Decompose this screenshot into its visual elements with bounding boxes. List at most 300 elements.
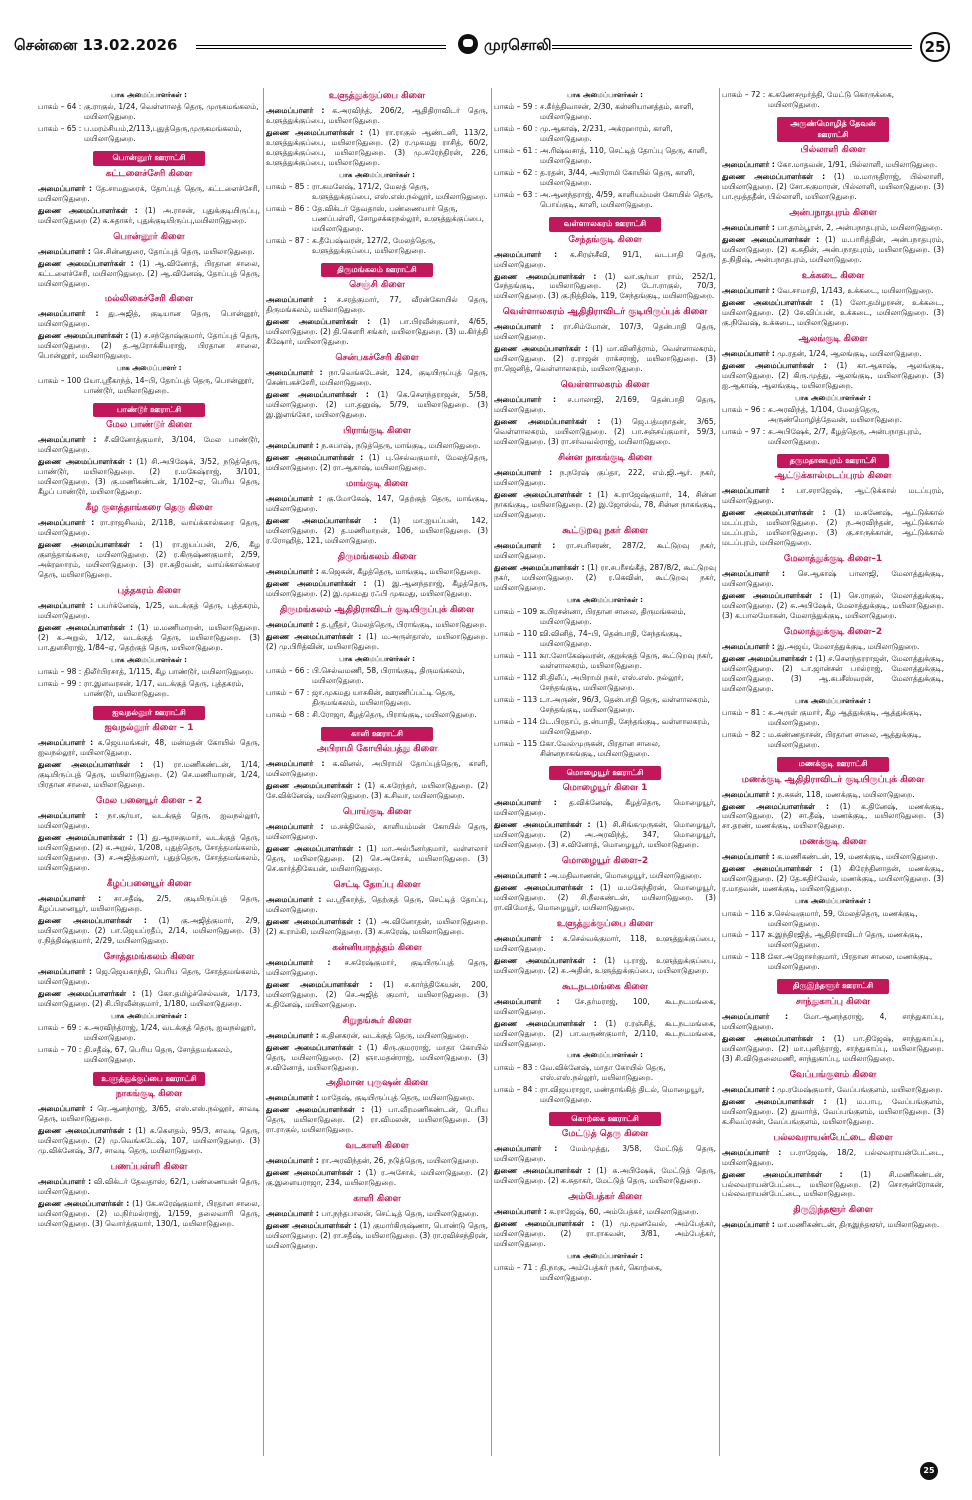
appointee-entry — [494, 563, 716, 593]
role-label: துணை அமைப்பாளர்கள் : — [494, 417, 601, 427]
branch-block — [38, 879, 260, 946]
role-label: அமைப்பாளர் : — [38, 1177, 92, 1187]
role-label: துணை அமைப்பாளர்கள் : — [494, 882, 594, 892]
branch-title: வெள்ளாலகரம் கிளை — [560, 380, 650, 391]
role-label: அமைப்பாளர் : — [722, 1011, 789, 1021]
appointee-entry — [38, 331, 260, 361]
branch-block — [722, 554, 944, 621]
appointee-details: (1) பா.திஜேஷ், சாந்துகாப்பு, மயிலாடுதுறை. (2) மா.புனித்ராஜ், சாந்துகாப்பு, மயிலாடுதுறை. (3) சி.விடுதலைமணி, சாந்துகாப்பு, மயிலாடுதுறை. — [722, 1033, 944, 1063]
role-label: துணை அமைப்பாளர்கள் : — [722, 1096, 827, 1106]
booth-number: பாகம் – 81 : — [722, 708, 766, 718]
branch-title: பணப்பள்ளி கிளை — [110, 1162, 188, 1173]
appointee-details: ச.சரத்குமார், 77, வீரன்கோயில் தெரு, திருமங்கலம், மயிலாடுதுறை. — [266, 295, 488, 315]
role-label: அமைப்பாளர் : — [266, 1030, 319, 1040]
appointee-details: ஜெ.ஜெயகாந்தி, பெரிய தெரு, சோத்தமங்கலம், மயிலாடுதுறை. — [38, 966, 260, 986]
appointee-entry — [266, 1209, 488, 1219]
appointee-entry — [266, 958, 488, 978]
booth-organiser: அ.ஆனந்தராஜ், 4/59, காளியம்மன் கோயில் தெரு, பொய்குடி, காளி, மயிலாடுதுறை. — [540, 190, 714, 210]
appointee-entry — [266, 980, 488, 1010]
role-label: அமைப்பாளர் : — [494, 798, 557, 808]
branch-title: மல்லிகைச்சேரி கிளை — [104, 294, 194, 305]
appointee-entry — [38, 518, 260, 538]
branch-title: கூட்டுறவு நகர் கிளை — [562, 525, 648, 536]
branch-block — [494, 919, 716, 976]
appointee-entry — [722, 864, 944, 894]
appointee-entry — [494, 1166, 716, 1186]
branch-title: மணக்குடி ஆதிதிராவிடர் குடியிருப்புக் கிளை — [741, 774, 925, 785]
booth-number: பாகம் – 72 : — [722, 90, 766, 99]
role-label: அமைப்பாளர் : — [494, 870, 547, 880]
booth-organiser: ரா.கமலேஷ், 171/2, மேலத் தெரு, உளுத்துக்குப்பை, எஸ்.எஸ்.நல்லூர், மயிலாடுதுறை. — [312, 182, 488, 202]
booth-organiser: கு.ராகுல், 1/24, வெள்ளாலத் தெரு, முருகமங்கலம், மயிலாடுதுறை. — [84, 102, 259, 122]
appointee-details: (1) பு.செல்வகுமார், மேலத்தெரு, மயிலாடுதுறை. (2) ரா.ஆகாஷ், மயிலாடுதுறை. — [266, 453, 488, 473]
branch-block — [38, 586, 260, 699]
branch-block — [494, 982, 716, 1105]
appointee-entry — [722, 569, 944, 589]
booth-organiser: திலீர்பிரசாத், 1/115, கீழ பாண்டூர், மயிலாடுதுறை. — [84, 666, 254, 676]
branch-block — [266, 552, 488, 599]
booth-number: பாகம் – 98 : — [38, 666, 82, 676]
branch-title: மேல பாண்டூர் கிளை — [106, 420, 192, 431]
role-label: துணை அமைப்பாளர்கள் : — [266, 127, 363, 137]
appointee-details: ரெ.ஆனந்ராஜ், 3/65, எஸ்.எஸ்.நல்லூர், சாவடி தெரு, மயிலாடுதுறை. — [38, 1104, 260, 1124]
edition-date: சென்னை 13.02.2026 — [14, 36, 178, 54]
branch-title: ஆட்டுக்கால்மடப்புரம் கிளை — [774, 471, 892, 482]
role-label: துணை அமைப்பாளர்கள் : — [722, 801, 829, 811]
appointee-details: (1) இ.ஆனந்தராஜ், கீழத்தெரு, மயிலாடுதுறை. (2) இ.முகமது ரஃபி முகமது, மயிலாடுதுறை. — [266, 578, 488, 598]
branch-block — [266, 1016, 488, 1073]
branch-block — [38, 706, 260, 790]
appointee-details: த.ஸ்ரீதர், மேலத்தெரு, பிராங்குடி, மயிலாடுதுறை. — [318, 619, 487, 629]
booth-organiser: த.ரதன், 3/44, அபிராமி கோயில் தெரு, காளி, மயிலாடுதுறை. — [540, 168, 695, 188]
appointee-details: பா.சராஜேஷ், ஆட்டுக்கால் மடப்புரம், மயிலாடுதுறை. — [722, 486, 944, 506]
role-label: அமைப்பாளர் : — [722, 348, 775, 358]
appointee-entry — [266, 1093, 488, 1103]
role-label: அமைப்பாளர் : — [266, 1209, 319, 1219]
booth-number: பாகம் – 116 : — [722, 908, 771, 918]
appointee-details: ந.நரேஷ் குப்தா, 222, எம்.ஜி.ஆர். நகர், மயிலாடுதுறை. — [494, 468, 716, 487]
role-label: துணை அமைப்பாளர்கள் : — [38, 1199, 130, 1209]
appointee-details: மாதேஷ், குடியிருப்புத் தெரு, மயிலாடுதுறை. — [318, 1093, 475, 1103]
booth-row — [38, 124, 260, 144]
booth-number: பாகம் – 114 : — [494, 716, 543, 726]
appointee-details: செ.ஆகாஷ் பாலாஜி, மேலாத்துக்குடி, மயிலாடுதுறை. — [722, 569, 944, 589]
column-2 — [266, 88, 488, 1456]
role-label: அமைப்பாளர் : — [266, 894, 322, 904]
appointee-entry — [38, 184, 260, 204]
column-3 — [494, 88, 716, 1456]
role-label: அமைப்பாளர் : — [266, 368, 323, 378]
booth-organiser: யோ.ஸ்ரீகாந்த், 14–பி, தோப்புத் தெரு, பொன்னூர், பாண்டூர், மயிலாடுதுறை. — [84, 375, 255, 395]
appointee-entry — [266, 620, 488, 630]
branch-block — [266, 263, 488, 347]
role-label: துணை அமைப்பாளர்கள் : — [722, 653, 813, 663]
booth-number: பாகம் – 82 : — [722, 730, 766, 739]
appointee-entry — [38, 894, 260, 914]
branch-block — [494, 217, 716, 301]
appointee-details: (1) ம.பாரித்தின், அன்பநாதபுரம், மயிலாடுதுறை. (2) க.கதின், அன்பநாதபுரம், மயிலாடுதுறை. (3) த.நிதிஷ், அன்பநாதபுரம், மயிலாடுதுறை. — [722, 234, 944, 264]
branch-title: வேப்பங்குளம் கிளை — [789, 1069, 877, 1080]
appointee-details: (1) சி.மணிகண்டன், பல்லவராயன்பேட்டை, மயிலாடுதுறை. (2) சொரூன்ரோகன், பல்லவராயன்பேட்டை, மயிலாடுதுறை. — [722, 1169, 944, 1199]
appointee-entry — [38, 601, 260, 621]
role-label: துணை அமைப்பாளர்கள் : — [722, 172, 826, 182]
branch-block — [494, 380, 716, 447]
booth-number: பாகம் – 96 : — [722, 404, 766, 414]
booth-number: பாகம் – 97 : — [722, 426, 766, 436]
branch-title: மேல பனையூர் கிளை – 2 — [96, 796, 202, 807]
appointee-entry — [38, 1126, 260, 1156]
branch-title: பொய்குடி கிளை — [342, 807, 412, 818]
booth-organisers-heading: பாக அமைப்பாளர்கள் : — [567, 91, 643, 99]
appointee-entry — [266, 494, 488, 514]
role-label: துணை அமைப்பாளர்கள் : — [494, 344, 588, 354]
role-label: அமைப்பாளர் : — [38, 309, 99, 319]
branch-title: திருமங்கலம் ஆதிதிராவிடர் குடியிருப்புக் கிளை — [279, 604, 475, 615]
branch-block — [38, 796, 260, 873]
branch-title: கன்னியாநத்தம் கிளை — [332, 942, 422, 953]
booth-organiser: சு.அபிஷேக், 2/7, கீழத்தெரு, அன்பநாதபுரம், மயிலாடுதுறை. — [768, 426, 922, 446]
role-label: துணை அமைப்பாளர்கள் : — [266, 1105, 365, 1115]
branch-block — [38, 91, 260, 144]
appointee-entry — [722, 591, 944, 621]
branch-title: மேலாத்துக்குடி கிளை–1 — [783, 554, 883, 565]
role-label: துணை அமைப்பாளர்கள் : — [38, 205, 138, 215]
role-label: அமைப்பாளர் : — [38, 183, 93, 193]
appointee-entry — [38, 259, 260, 289]
branch-title: கட்டளைச்சேரி கிளை — [105, 168, 193, 179]
role-label: துணை அமைப்பாளர்கள் : — [722, 360, 827, 370]
appointee-details: க.தினகரன், வடக்குத் தெரு, மயிலாடுதுறை. — [318, 1030, 469, 1040]
branch-block — [266, 1141, 488, 1188]
branch-title: சென்பகச்சேரி கிளை — [335, 353, 419, 364]
appointee-entry — [722, 642, 944, 652]
role-label: துணை அமைப்பாளர்கள் : — [266, 916, 361, 926]
role-label: துணை அமைப்பாளர்கள் : — [494, 1166, 591, 1176]
appointee-details: (1) ர.அசோக், மயிலாடுதுறை. (2) கு.இளையராஜா, 234, மயிலாடுதுறை. — [266, 1168, 488, 1188]
appointee-entry — [266, 1168, 488, 1188]
branch-block — [266, 943, 488, 1010]
appointee-entry — [266, 917, 488, 937]
appointee-details: க.சிரஞ்சீவி, 91/1, வடபாதி தெரு, மயிலாடுதுறை. — [494, 249, 716, 269]
booth-row — [266, 666, 488, 686]
panchayat-heading: மணக்குடி ஊராட்சி — [777, 757, 889, 772]
booth-number: பாகம் – 112 : — [494, 672, 543, 682]
booth-number: பாகம் – 65 : — [38, 124, 82, 134]
branch-block — [266, 353, 488, 420]
booth-organisers-heading: பாக அமைப்பாளர்கள் : — [567, 1251, 643, 1260]
appointee-entry — [494, 820, 716, 850]
booth-organiser: வி.வினித், 74–பி, தென்பாதி, சேந்தங்குடி, மயிலாடுதுறை. — [540, 628, 683, 648]
branch-block — [722, 90, 944, 110]
booth-organisers-heading: பாக அமைப்பாளர் : — [116, 364, 182, 373]
branch-title: பில்லாளி கிளை — [800, 145, 866, 156]
booth-organisers-heading: பாக அமைப்பாளர்கள் : — [339, 170, 415, 179]
booth-row — [494, 717, 716, 737]
branch-title: கீழப்பனையூர் கிளை — [106, 878, 192, 889]
appointee-details: க.வினல், அபிராமி தோப்புத்தெரு, காளி, மயிலாடுதுறை. — [266, 759, 488, 779]
appointee-details: ரா.சிம்மோன், 107/3, தென்பாதி தெரு, மயிலாடுதுறை. — [494, 322, 716, 342]
booth-row — [722, 730, 944, 750]
role-label: அமைப்பாளர் : — [494, 468, 553, 478]
appointee-details: வி.விக்டர் தேவதாஸ், 62/1, பண்ணையன் தெரு, மயிலாடுதுறை. — [38, 1177, 260, 1197]
appointee-details: த.விக்னேஷ், கீழத்தெரு, மொழையூர், மயிலாடுதுறை. — [494, 798, 716, 818]
booth-organisers-heading: பாக அமைப்பாளர்கள் : — [795, 393, 871, 402]
booth-number: பாகம் – 68 : — [266, 709, 310, 719]
branch-title: ஐவநல்லூர் கிளை – 1 — [104, 723, 194, 734]
branch-block — [722, 117, 944, 202]
appointee-details: (1) ம.பாபு, வேப்பங்குளம், மயிலாடுதுறை. (2) துவார்த், வேப்பங்குளம், மயிலாடுதுறை. (3) க.சிவப்ரசன், வேப்பங்குளம், மயிலாடுதுறை. — [722, 1096, 944, 1126]
appointee-entry — [494, 1219, 716, 1249]
appointee-entry — [722, 235, 944, 265]
appointee-entry — [722, 1085, 944, 1095]
appointee-details: பபர்க்னேஷ், 1/25, வடக்குத் தெரு, புத்தகரம், மயிலாடுதுறை. — [38, 600, 260, 620]
branch-title: சாந்துகாப்பு கிளை — [795, 996, 871, 1007]
appointee-details: (1) ரா.ஐயப்பன், 2/6, கீழ குளத்தாங்கரை, மயிலாடுதுறை. (2) ர.கிருஷ்ணகுமார், 2/59, அக்ரஹாரம், மயிலாடுதுறை. (3) ரா.கதிரவன், வாய்க்கால்கரை தெரு, மயிலாடுதுறை. — [38, 539, 260, 579]
appointee-entry — [722, 1034, 944, 1064]
appointee-entry — [722, 486, 944, 506]
booth-organisers-heading: பாக அமைப்பாளர்கள் : — [567, 1051, 643, 1060]
branch-block — [38, 403, 260, 497]
panchayat-heading: ஐவநல்லூர் ஊராட்சி — [93, 706, 205, 721]
appointee-entry — [266, 781, 488, 801]
appointee-details: (1) மா.ஐயப்பன், 142, மயிலாடுதுறை. (2) த.மணிமாறன், 106, மயிலாடுதுறை. (3) ர.ரோஹித், 121, மயிலாடுதுறை. — [266, 515, 488, 545]
appointee-entry — [494, 344, 716, 374]
branch-block — [722, 979, 944, 1063]
booth-organiser: டே.பிரதாப், த.ன்பாதி, சேந்தங்குடி, வள்ளாலகரம், மயிலாடுதுறை. — [540, 716, 710, 736]
appointee-details: ந.சுபாஷ், நடுத்தெரு, மாங்குடி, மயிலாடுதுறை. — [318, 441, 481, 451]
role-label: அமைப்பாளர் : — [722, 223, 775, 232]
appointee-entry — [722, 790, 944, 800]
role-label: அமைப்பாளர் : — [266, 566, 319, 576]
appointee-entry — [494, 1144, 716, 1164]
appointee-entry — [494, 322, 716, 342]
appointee-details: ரா.சபரிசரண், 287/2, கூட்டுறவு நகர், மயிலாடுதுறை. — [494, 540, 716, 560]
booth-organiser: ப.மரம்சியம்,2/113,புதுத்தெரு,முருகமங்கலம், மயிலாடுதுறை. — [84, 124, 242, 144]
booth-number: பாகம் – 85 : — [266, 182, 310, 192]
booth-row — [494, 124, 716, 144]
role-label: துணை அமைப்பாளர்கள் : — [38, 539, 143, 549]
booth-row — [722, 405, 944, 425]
booth-row — [266, 236, 488, 256]
role-label: துணை அமைப்பாளர்கள் : — [266, 317, 371, 327]
booth-row — [38, 376, 260, 396]
appointee-details: (1) து.ஆரசகுமார், வடக்குத் தெரு, மயிலாடுதுறை. (2) க.அறுல், 1/208, புதுத்தெரு, சோத்தமங்கலம், மயிலாடுதுறை. (3) ச.அஜித்குமார், புதுத்தெரு, சோத்தமங்கலம், மயிலாடுதுறை. — [38, 833, 260, 872]
booth-row — [38, 1023, 260, 1043]
appointee-entry — [494, 883, 716, 913]
role-label: அமைப்பாளர் : — [38, 600, 93, 610]
branch-block — [722, 1133, 944, 1200]
role-label: துணை அமைப்பாளர்கள் : — [494, 820, 591, 830]
booth-row — [722, 909, 944, 929]
role-label: அமைப்பாளர் : — [266, 105, 325, 115]
role-label: துணை அமைப்பாளர்கள் : — [722, 234, 820, 244]
appointee-details: (1) கிரு.குமரராஜ், மாதா கோயில் தெரு, மயிலாடுதுறை. (2) ஞா.மதன்ராஜ், மயிலாடுதுறை. (3) ச.வினோத், மயிலாடுதுறை. — [266, 1042, 488, 1072]
appointee-entry — [722, 349, 944, 359]
role-label: அமைப்பாளர் : — [494, 933, 554, 943]
branch-block — [494, 856, 716, 913]
role-label: துணை அமைப்பாளர்கள் : — [266, 781, 361, 791]
booth-row — [38, 667, 260, 677]
appointee-entry — [266, 453, 488, 473]
role-label: அமைப்பாளர் : — [722, 160, 775, 170]
appointee-entry — [722, 298, 944, 328]
footer-page-badge: 25 — [920, 1462, 938, 1480]
appointee-entry — [38, 967, 260, 987]
appointee-details: ம.சக்திவேல், காளியம்மன் கோயில் தெரு, மயிலாடுதுறை. — [266, 822, 488, 842]
role-label: அமைப்பாளர் : — [38, 435, 97, 445]
appointee-entry — [722, 654, 944, 694]
role-label: துணை அமைப்பாளர்கள் : — [266, 844, 362, 854]
role-label: துணை அமைப்பாளர்கள் : — [266, 1168, 361, 1178]
masthead-rule-left — [196, 45, 446, 49]
branch-title: மாங்குடி கிளை — [345, 478, 409, 489]
booth-row — [494, 102, 716, 122]
booth-number: பாகம் – 63 : — [494, 190, 538, 200]
branch-block — [38, 151, 260, 225]
role-label: அமைப்பாளர் : — [38, 738, 94, 748]
appointee-entry — [494, 490, 716, 520]
booth-row — [722, 930, 944, 950]
booth-organiser: ஜா.முகமது யாசகின், ஊரணிப்பட்டி தெரு, திருமங்கலம், மயிலாடுதுறை. — [312, 687, 456, 707]
branch-title: நாகங்குடி கிளை — [115, 1089, 183, 1100]
booth-number: பாகம் – 117 : — [722, 930, 771, 940]
appointee-entry — [266, 128, 488, 168]
appointee-details: ச.பாலாஜி, 2/169, தென்பாதி தெரு, மயிலாடுதுறை. — [494, 395, 716, 415]
booth-organiser: அ.ரிஷ்வசாத், 110, செட்டித் தோப்பு தெரு, காளி, மயிலாடுதுறை. — [540, 146, 708, 166]
role-label: அமைப்பாளர் : — [722, 285, 775, 295]
branch-block — [266, 91, 488, 256]
branch-block — [494, 307, 716, 374]
role-label: துணை அமைப்பாளர்கள் : — [38, 258, 134, 268]
booth-organiser: சு.அருள் குமார், கீழ ஆத்துக்குடி, ஆத்துக்குடி, மயிலாடுதுறை. — [768, 708, 922, 728]
booth-organiser: டா.அருண், 96/3, தென்பாதி தெரு, வள்ளாலகரம், சேந்தங்குடி, மயிலாடுதுறை. — [540, 694, 710, 714]
appointee-details: (1) ரா.சபரீசங்கீத், 287/8/2, கூட்டுறவு நகர், மயிலாடுதுறை. (2) ர.கெவின், கூட்டுறவு நகர், மயிலாடுதுறை. — [494, 562, 716, 592]
branch-block — [266, 807, 488, 874]
appointee-entry — [266, 632, 488, 652]
role-label: அமைப்பாளர் : — [494, 540, 556, 550]
booth-row — [494, 1063, 716, 1083]
appointee-entry — [722, 172, 944, 202]
branch-title: கீழ குளத்தாங்கரை தெரு கிளை — [85, 502, 213, 513]
appointee-details: (1) செ.ராகுல், மேலாத்துக்குடி, மயிலாடுதுறை. (2) சு.அபிஷேக், மேலாத்துக்குடி, மயிலாடுதுறை. (3) க.பாலமோகன், மேலாத்துக்குடி, மயிலாடுதுறை. — [722, 591, 944, 620]
booth-row — [494, 190, 716, 210]
appointee-details: (1) வா.சூர்யா ராம், 252/1, சேந்தங்குடி, மயிலாடுதுறை. (2) டோ.ராகுல், 70/3, மயிலாடுதுறை. (3) கு.நித்திஷ், 119, சேந்தங்குடி, மயிலாடுதுறை. — [494, 271, 716, 301]
role-label: அமைப்பாளர் : — [722, 641, 775, 651]
appointee-details: சா.சதீஷ், 2/5, குடியிருப்புத் தெரு, கீழப்பனையூர், மயிலாடுதுறை. — [38, 893, 260, 913]
branch-title: சின்ன நாகங்குடி கிளை — [557, 453, 652, 464]
booth-row — [722, 708, 944, 728]
role-label: துணை அமைப்பாளர்கள் : — [494, 1018, 597, 1028]
appointee-entry — [266, 567, 488, 577]
appointee-details: (1) ம.மகேந்திரன், மொழையூர், மயிலாடுதுறை. (2) சி.நீலகண்டன், மயிலாடுதுறை. (3) ரா.விமோத், மொழையூர், மயிலாடுதுறை. — [494, 882, 716, 912]
booth-organisers-heading: பாக அமைப்பாளர்கள் : — [111, 1011, 187, 1020]
appointee-details: (1) கோ.தமிழ்ச்செல்வன், 1/173, மயிலாடுதுறை. (2) சி.பிரவீன்குமார், 1/180, மயிலாடுதுறை. — [38, 988, 260, 1008]
role-label: அமைப்பாளர் : — [266, 822, 324, 832]
appointee-entry — [722, 802, 944, 832]
appointee-entry — [266, 579, 488, 599]
role-label: துணை அமைப்பாளர்கள் : — [266, 979, 373, 989]
booth-organiser: சி.ரோஜா, கீழத்தெரு, பிராங்குடி, மயிலாடுதுறை. — [312, 709, 477, 719]
booth-number: பாகம் – 109 : — [494, 606, 543, 616]
appointee-entry — [38, 206, 260, 226]
branch-title: வெள்ளாலகரம் ஆதிதிராவிடர் குடியிருப்புக் கிளை — [502, 307, 708, 318]
appointee-entry — [266, 1031, 488, 1041]
appointee-entry — [266, 895, 488, 915]
appointee-details: (1) கே.சுரேஷ்குமார், பிரதான சாலை, மயிலாடுதுறை. (2) ம.நிர்மல்ராஜ், 1/159, தலைவாரி தெரு, மயிலாடுதுறை. (3) வொர்த்குமார், 130/1, மயிலாடுதுறை. — [38, 1199, 260, 1229]
booth-organisers-heading: பாக அமைப்பாளர்கள் : — [111, 91, 187, 99]
role-label: துணை அமைப்பாளர்கள் : — [494, 562, 585, 572]
booth-number: பாகம் – 83 : — [494, 1062, 538, 1072]
role-label: துணை அமைப்பாளர்கள் : — [722, 591, 823, 601]
appointee-details: (1) ரா.மணிகண்டன், 1/14, குடியிருப்புத் தெரு, மயிலாடுதுறை. (2) செ.மணிமாறன், 1/24, பிரதான சாலை, மயிலாடுதுறை. — [38, 760, 260, 790]
booth-organiser: க.இந்திரஜித், ஆதிதிராவிடர் தெரு, மணக்குடி, மயிலாடுதுறை. — [768, 930, 923, 950]
branch-title: திருஇந்தளூர் கிளை — [793, 1205, 873, 1216]
branch-title: செட்டி தோப்பு கிளை — [333, 879, 421, 890]
appointee-details: (1) சி.சிங்கமுருகன், மொழையூர், மயிலாடுதுறை. (2) அ.அரவிந்த், 347, மொழையூர், மயிலாடுதுறை. (3) ச.வினோத், மொழையூர், மயிலாடுதுறை. — [494, 820, 716, 849]
appointee-details: (1) ஜெ.பத்மநாதன், 3/65, வெள்ளாலகரம், மயிலாடுதுறை. (2) பா.சஞ்சய்குமார், 59/3, மயிலாடுதுறை. (3) ரா.சர்வவல்ராஜ், மயிலாடுதுறை. — [494, 417, 716, 447]
role-label: அமைப்பாளர் : — [494, 996, 560, 1006]
booth-row — [494, 168, 716, 188]
appointee-entry — [266, 390, 488, 420]
appointee-details: (1) கிரேந்தினாதன், மணக்குடி, மயிலாடுதுறை. (2) தே.கதிர்வேல், மணக்குடி, மயிலாடுதுறை. (3) ர.மாதவன், மணக்குடி, மயிலாடுதுறை. — [722, 864, 944, 894]
booth-organisers-heading: பாக அமைப்பாளர்கள் : — [795, 897, 871, 906]
booth-organiser: ச.கீர்த்திவாசன், 2/30, கன்னியானத்தம், காளி, மயிலாடுதுறை. — [540, 102, 694, 122]
branch-block — [722, 454, 944, 548]
branch-title: அம்பேத்கர் கிளை — [568, 1192, 642, 1203]
appointee-entry — [494, 541, 716, 561]
booth-row — [494, 739, 716, 759]
booth-organisers-heading: பாக அமைப்பாளர்கள் : — [339, 654, 415, 663]
appointee-entry — [266, 844, 488, 874]
role-label: துணை அமைப்பாளர்கள் : — [494, 489, 592, 499]
booth-number: பாகம் – 60 : — [494, 124, 538, 134]
role-label: அமைப்பாளர் : — [38, 246, 91, 256]
booth-organiser: கா.லோகேஷ்வரன், குறுக்குத் தெரு, கூட்டுறவு நகர், வள்ளாலகரம், மயிலாடுதுறை. — [540, 650, 713, 670]
branch-block — [494, 91, 716, 210]
branch-block — [494, 766, 716, 850]
appointee-details: ரா.ராஜசிவம், 2/118, வாய்க்கால்கரை தெரு, மயிலாடுதுறை. — [38, 517, 260, 537]
booth-number: பாகம் – 99 : — [38, 678, 82, 688]
role-label: அமைப்பாளர் : — [266, 493, 322, 503]
role-label: துணை அமைப்பாளர்கள் : — [38, 457, 133, 467]
newspaper-name: முரசொலி — [484, 36, 552, 54]
branch-title: பொன்னூர் கிளை — [113, 231, 185, 242]
booth-number: பாகம் – 59 : — [494, 102, 538, 112]
branch-block — [722, 271, 944, 328]
appointee-entry — [266, 441, 488, 451]
appointee-details: (1) பா.பிரவீன்குமார், 4/65, மயிலாடுதுறை. (2) தி.கௌரி சங்கர், மயிலாடுதுறை. (3) ம.கிர்த்தி கீஷோர், மயிலாடுதுறை. — [266, 317, 488, 347]
appointee-details: மோ.ஆனந்தராஜ், 4, சாந்துகாப்பு, மயிலாடுதுறை. — [722, 1011, 944, 1031]
panchayat-heading: அருண்மொழித் தேவன் ஊராட்சி — [777, 117, 889, 142]
branch-title: சோத்தமங்கலம் கிளை — [103, 951, 195, 962]
booth-row — [494, 1085, 716, 1105]
appointee-entry — [38, 916, 260, 946]
role-label: அமைப்பாளர் : — [266, 1156, 319, 1166]
appointee-entry — [38, 457, 260, 497]
branch-block — [38, 952, 260, 1065]
booth-number: பாகம் – 115 : — [494, 738, 543, 748]
role-label: அமைப்பாளர் : — [266, 759, 325, 769]
appointee-entry — [494, 798, 716, 818]
role-label: துணை அமைப்பாளர்கள் : — [266, 390, 369, 400]
booth-row — [494, 651, 716, 671]
appointee-entry — [722, 1170, 944, 1200]
appointee-details: க.ராஜேஷ், 60, அம்பேத்கர், மயிலாடுதுறை. — [546, 1207, 699, 1217]
appointee-details: (1) ச.சந்தோஷ்குமார், தோப்புத் தெரு, மயிலாடுதுறை. (2) த.ஆரோக்கியராஜ், பிரதான சாலை, பொன்னூர், மயிலாடுதுறை. — [38, 331, 260, 361]
role-label: துணை அமைப்பாளர்கள் : — [38, 1126, 132, 1136]
role-label: துணை அமைப்பாளர்கள் : — [38, 331, 129, 341]
appointee-details: ச.சுரேஷ்குமார், குடியிருப்புத் தெரு, மயிலாடுதுறை. — [266, 957, 488, 977]
